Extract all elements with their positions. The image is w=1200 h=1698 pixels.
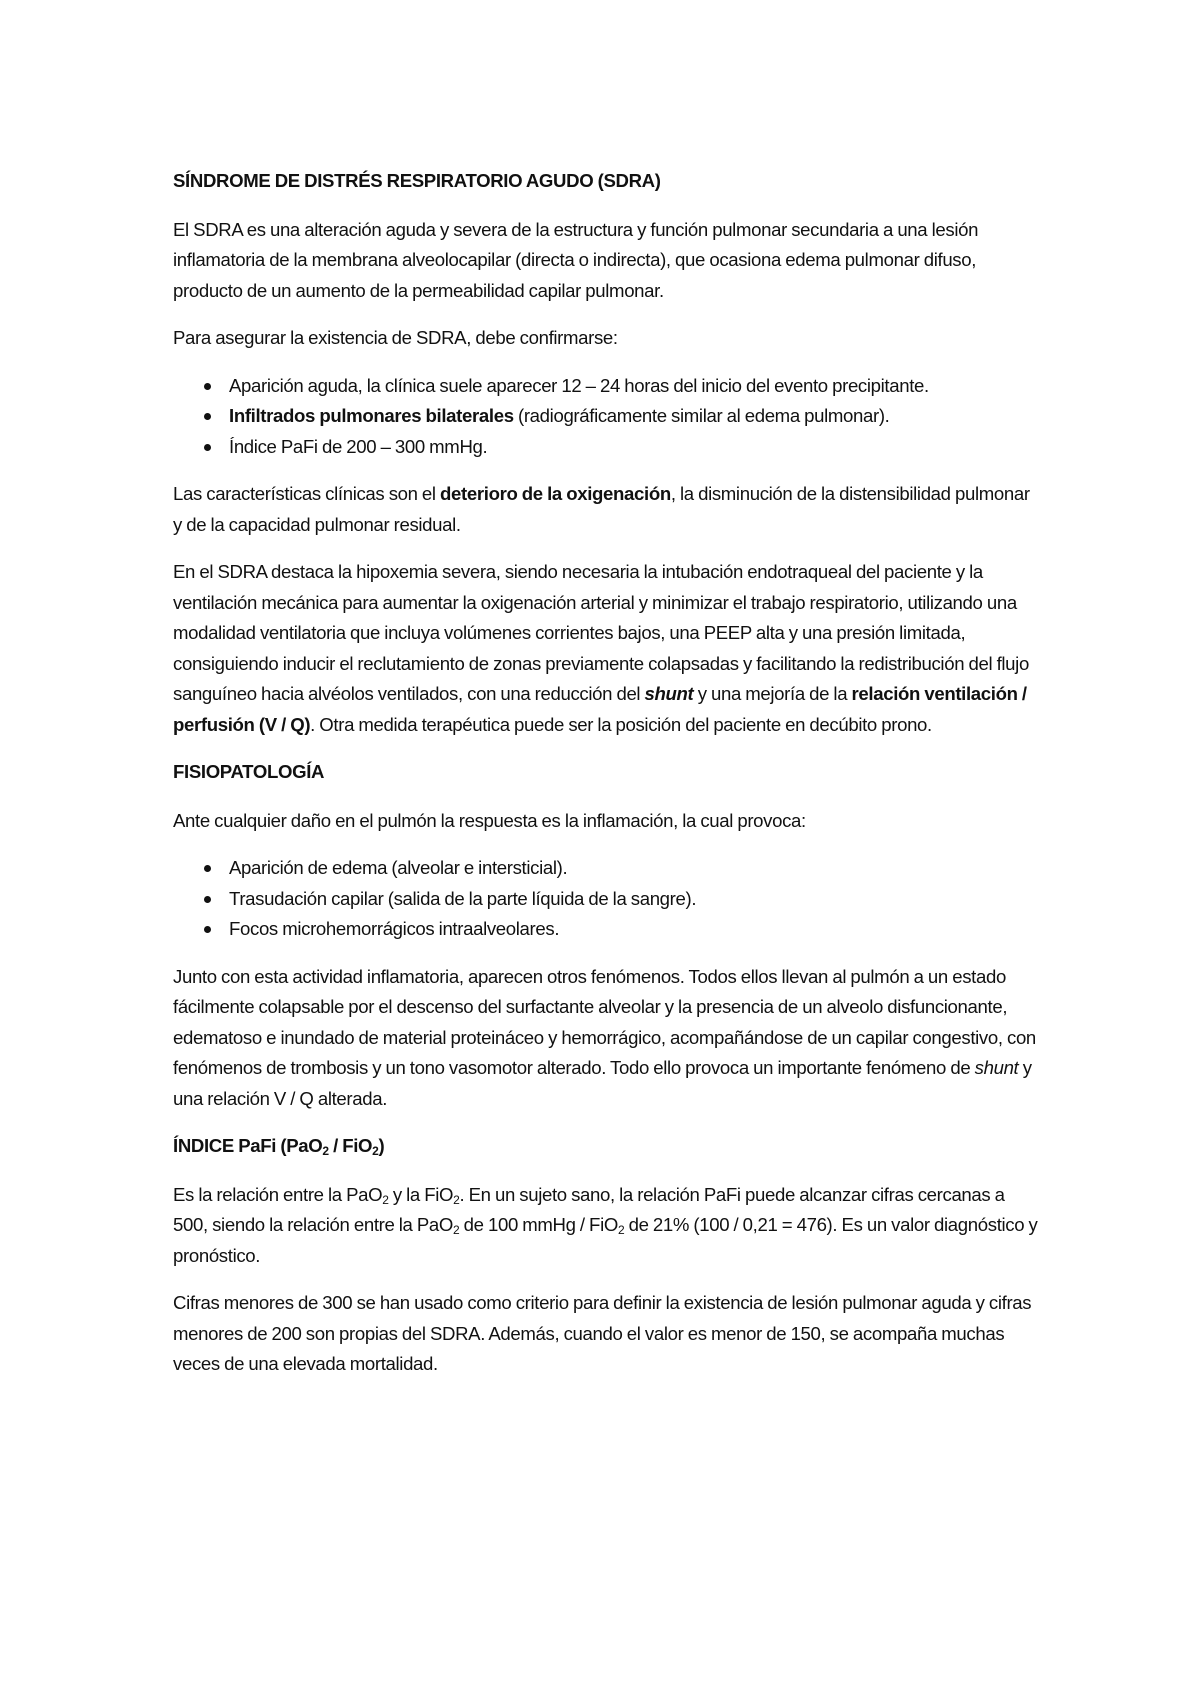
italic-text: shunt xyxy=(974,1057,1019,1078)
subscript: 2 xyxy=(617,1223,625,1237)
pafi-paragraph-2: Cifras menores de 300 se han usado como criterio para definir la existencia de lesión pulmonar aguda y cifras menores de 200 son propias del SDRA. Además, cuando el valor es menor de 150, se acompaña muchas veces de una elevada mortalidad. xyxy=(173,1292,1032,1374)
subscript: 2 xyxy=(453,1192,460,1207)
paragraph-text: En el SDRA destaca la hipoxemia severa, siendo necesaria la intubación endotraqueal del paciente y la ventilación mecánica para aumentar la oxigenación arterial y minimizar el trabajo respiratorio, utilizando una modalidad ventilatoria que incluya volúmenes corrientes bajos, una PEEP alta y una presión limitada, consiguiendo inducir el reclutamiento de zonas previamente colapsadas y facilitando la redistribución del flujo sanguíneo hacia alvéolos ventilados, con una reducción del xyxy=(173,561,1029,704)
pafi-paragraph-1 xyxy=(173,1180,1038,1272)
bold-text: relación ventilación / perfusión (V / Q) xyxy=(173,683,1027,735)
bold-text: deterioro de la oxigenación xyxy=(440,483,671,504)
subscript: 2 xyxy=(382,1192,389,1207)
sdra-definition: El SDRA es una alteración aguda y severa de la estructura y función pulmonar secundaria a una lesión inflamatoria de la membrana alveolocapilar (directa o indirecta), que ocasiona edema pulmonar difuso, producto de un aumento de la permeabilidad capilar pulmonar. xyxy=(173,218,979,301)
fisiopatologia-paragraph xyxy=(173,962,1038,1115)
paragraph-text: Es la relación entre la PaO xyxy=(173,1183,383,1205)
list-item: Aparición de edema (alveolar e intersticial). xyxy=(229,853,1038,884)
list-item xyxy=(229,401,1038,432)
sdra-treatment-paragraph xyxy=(173,557,1038,740)
sdra-criteria-list xyxy=(173,371,1038,463)
heading-text: ) xyxy=(378,1135,385,1156)
list-item-text: (radiográficamente similar al edema pulmonar). xyxy=(513,405,890,426)
heading-text: ÍNDICE PaFi (PaO xyxy=(173,1135,323,1156)
sdra-clinical-paragraph xyxy=(173,479,1038,540)
paragraph-text: de 21% (100 / 0,21 = 476). Es un valor diagnóstico y pronóstico. xyxy=(173,1214,1038,1266)
paragraph-text: y una mejoría de la xyxy=(693,683,852,704)
fisiopatologia-list xyxy=(173,853,1038,945)
list-item: Focos microhemorrágicos intraalveolares. xyxy=(229,914,1038,945)
paragraph-text: y la FiO xyxy=(388,1183,454,1205)
paragraph-text: , la disminución de la distensibilidad pulmonar y de la capacidad pulmonar residual. xyxy=(173,483,1030,535)
section-title-pafi xyxy=(173,1131,1038,1162)
section-title-fisiopatologia: FISIOPATOLOGÍA xyxy=(173,761,325,782)
paragraph-text: . Otra medida terapéutica puede ser la posición del paciente en decúbito prono. xyxy=(310,713,932,735)
paragraph-text: de 100 mmHg / FiO xyxy=(459,1214,618,1235)
section-title-sdra: SÍNDROME DE DISTRÉS RESPIRATORIO AGUDO (SDRA) xyxy=(173,170,661,191)
paragraph-text: Las características clínicas son el xyxy=(173,483,441,504)
sdra-confirm-intro: Para asegurar la existencia de SDRA, debe confirmarse: xyxy=(173,327,618,348)
heading-text: / FiO xyxy=(328,1135,373,1156)
italic-bold-text: shunt xyxy=(644,683,694,704)
subscript: 2 xyxy=(322,1144,329,1158)
document-page xyxy=(173,166,1038,1397)
paragraph-text: . En un sujeto sano, la relación PaFi puede alcanzar cifras cercanas a 500, siendo la relación entre la PaO xyxy=(173,1183,1005,1235)
bold-text: Infiltrados pulmonares bilaterales xyxy=(229,405,514,426)
subscript: 2 xyxy=(372,1144,379,1158)
list-item: Trasudación capilar (salida de la parte líquida de la sangre). xyxy=(229,884,1038,915)
list-item: Aparición aguda, la clínica suele aparecer 12 – 24 horas del inicio del evento precipitante. xyxy=(229,371,1038,402)
paragraph-text: Junto con esta actividad inflamatoria, aparecen otros fenómenos. Todos ellos llevan al pulmón a un estado fácilmente colapsable por el descenso del surfactante alveolar y la presencia de un alveolo disfuncionante, edematoso e inundado de material proteináceo y hemorrágico, acompañándose de un capilar congestivo, con fenómenos de trombosis y un tono vasomotor alterado. Todo ello provoca un importante fenómeno de xyxy=(173,965,1036,1078)
list-item: Índice PaFi de 200 – 300 mmHg. xyxy=(229,432,1038,463)
fisiopatologia-intro: Ante cualquier daño en el pulmón la respuesta es la inflamación, la cual provoca: xyxy=(173,809,806,831)
subscript: 2 xyxy=(453,1223,460,1237)
paragraph-text: y una relación V / Q alterada. xyxy=(173,1057,1032,1109)
